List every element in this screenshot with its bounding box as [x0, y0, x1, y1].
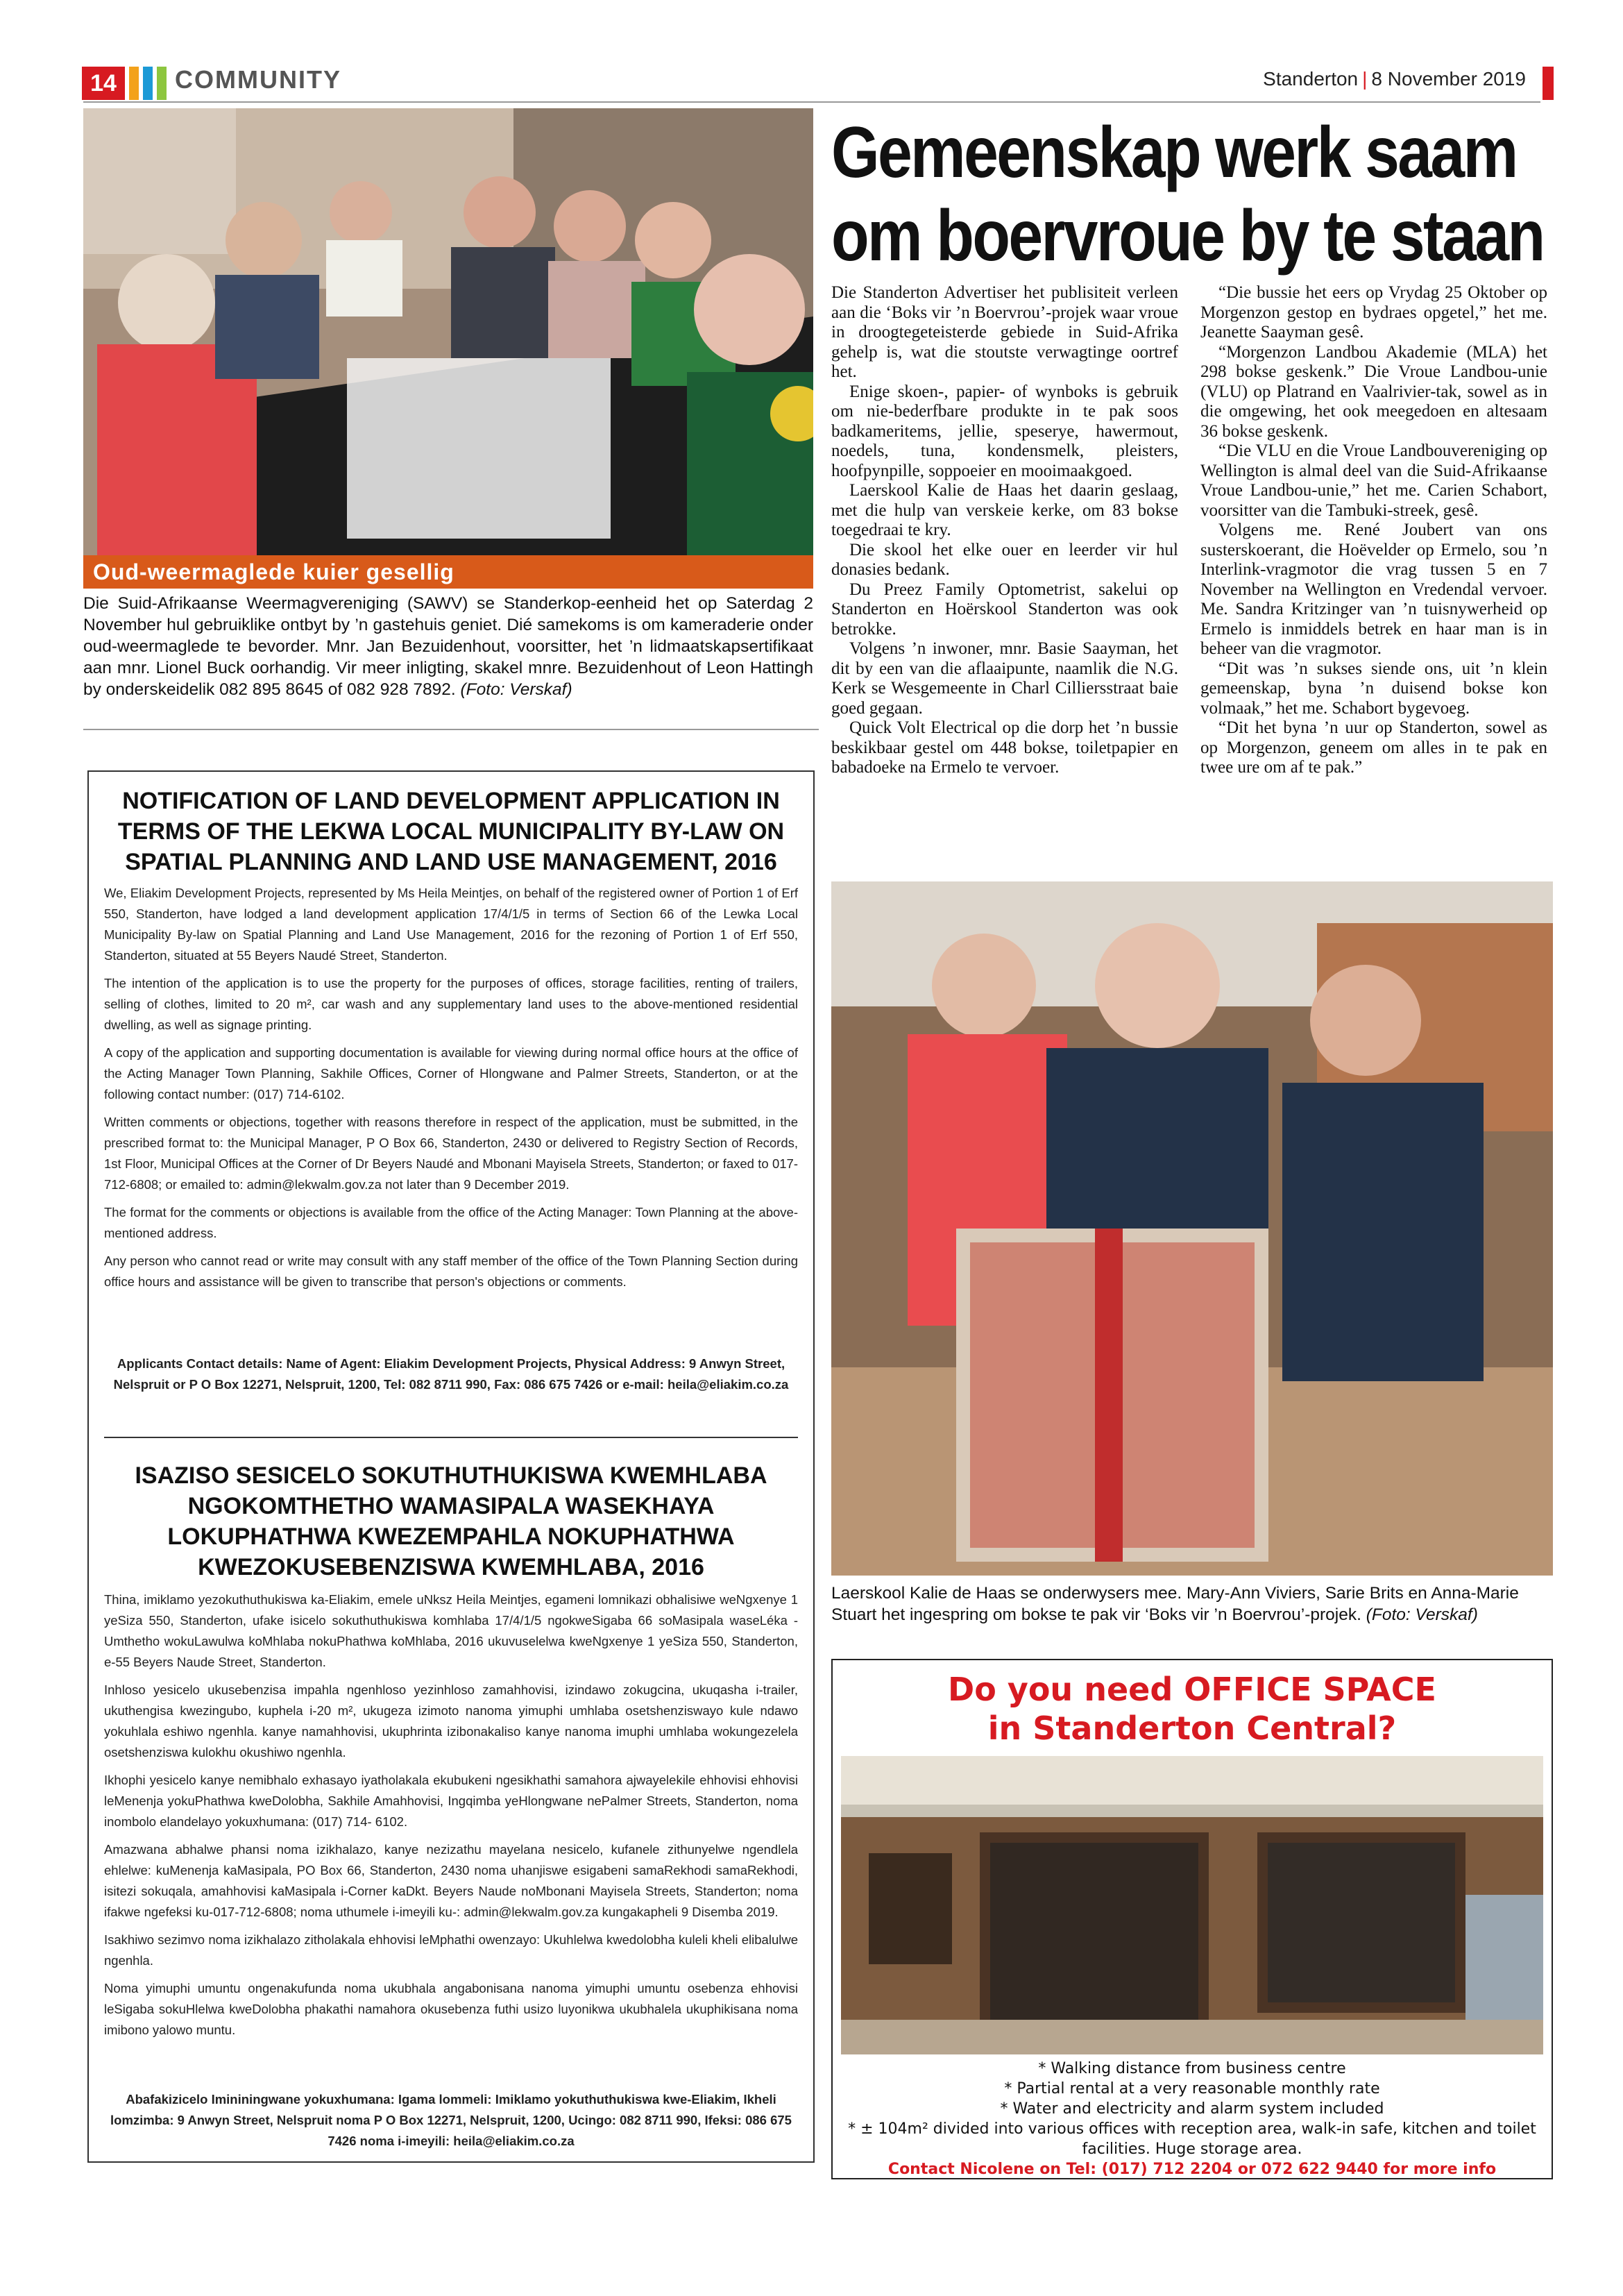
- advert-title: [831, 1670, 1553, 1748]
- headline-line-2: om boervroue by te staan: [831, 196, 1544, 276]
- article-paragraph: Die Standerton Advertiser het publisiteit verleen aan die ‘Boks vir ’n Boervrou’-projek waar vroue in droogtegeteisterde gebiede in Suid-Afrika gehelp is, wat die stoutste verwagtinge oortref het.: [831, 283, 1178, 381]
- advert-details: [831, 2059, 1553, 2179]
- photo2-caption-text: Laerskool Kalie de Haas se onderwysers mee. Mary-Ann Viviers, Sarie Brits en Anna-Marie Stuart het ingespring om bokse te pak vir ‘Boks vir ’n Boervrou’-projek.: [831, 1584, 1519, 1624]
- article-paragraph: “Morgenzon Landbou Akademie (MLA) het 298 bokse geskenk.” Die Vroue Landbou-unie (VLU) op Platrand en Vaalrivier-tak, sowel as in die omgewing, het ook meegedoen en altesaam 36 bokse geskenk.: [1200, 342, 1547, 441]
- color-strip-orange: [129, 67, 139, 100]
- article-paragraph: Die skool het elke ouer en leerder vir hul donasies bedank.: [831, 540, 1178, 579]
- teachers-with-gift-box-icon: [831, 881, 1553, 1576]
- article-paragraph: “Dit het byna ’n uur op Standerton, sowel as op Morgenzon, geneem om alles in te pak en twee ure om af te pak.”: [1200, 718, 1547, 777]
- notice-paragraph: The format for the comments or objections is available from the office of the Acting Manager: Town Planning at the above-mentioned address.: [104, 1205, 798, 1240]
- advert-title-line-2: in Standerton Central?: [987, 1710, 1397, 1747]
- section-divider: [83, 729, 819, 730]
- article-paragraph: Enige skoen-, papier- of wynboks is gebruik om nie-bederfbare produkte in te pak soos badkameritems, jellie, speserye, hawermout, noedels, tuna, kondensmelk, pleisters, hoofpynpille, soppoeier en mooimaakgoed.: [831, 382, 1178, 480]
- notice-en-body: [104, 883, 798, 1299]
- notice-paragraph: A copy of the application and supporting documentation is available for viewing during normal office hours at the office of the Acting Manager Town Planning, Sakhile Offices, Corner of Hlongwane and Palmer Streets, Standerton, or at the following contact number: (017) 714-6102.: [104, 1045, 798, 1101]
- advert-line: * Partial rental at a very reasonable monthly rate: [1004, 2080, 1380, 2097]
- color-strip-green: [157, 67, 167, 100]
- advert-line: * Water and electricity and alarm system included: [1000, 2100, 1384, 2118]
- office-building-photo-icon: [841, 1756, 1543, 2054]
- article-paragraph: Quick Volt Electrical op die dorp het ’n bussie beskikbaar gestel om 448 bokse, toiletpapier en babadoeke na Ermelo te vervoer.: [831, 718, 1178, 777]
- notice-paragraph: The intention of the application is to use the property for the purposes of offices, storage facilities, renting of trailers, selling of clothes, limited to 20 m², car wash and any supplementary land uses to the above-mentioned residential dwelling, as well as signage printing.: [104, 976, 798, 1032]
- town-name: Standerton: [1263, 68, 1359, 90]
- notice-zu-title: ISAZISO SESICELO SOKUTHUTHUKISWA KWEMHLABA NGOKOMTHETHO WAMASIPALA WASEKHAYA LOKUPHATHWA KWEZEMPAHLA NOKUPHATHWA KWEZOKUSEBENZISWA KWEMHLABA, 2016: [135, 1462, 767, 1580]
- photo1-caption-title: Oud-weermaglede kuier gesellig: [83, 555, 813, 589]
- notice-en-title: NOTIFICATION OF LAND DEVELOPMENT APPLICATION IN TERMS OF THE LEKWA LOCAL MUNICIPALITY BY-LAW ON SPATIAL PLANNING AND LAND USE MANAGEMENT, 2016: [117, 788, 785, 875]
- photo1-caption-text: Die Suid-Afrikaanse Weermagvereniging (SAWV) se Standerkop-eenheid het op Saterdag 2 November hul gebruiklike ontbyt by ’n gastehuis geniet. Dié samekoms is om kameraderie onder oud-weermaglede te bevorder. Mnr. Jan Bezuidenhout, voorsitter, het ’n lidmaatskapsertifikaat aan mnr. Lionel Buck oorhandig. Vir meer inligting, skakel mnre. Bezuidenhout of Leon Hattingh by onderskeidelik 082 895 8645 of 082 928 7892.: [83, 594, 813, 699]
- article-paragraph: Volgens me. René Joubert van ons susterskoerant, die Hoëvelder op Ermelo, sou ’n Interlink-vragmotor die vrag tussen 5 en 7 November na Wellington en Vredendal vervoer. Me. Sandra Kritzinger van ’n tuisnywerheid op Ermelo is inmiddels betrek en haar man is in beheer van die vragmotor.: [1200, 521, 1547, 658]
- notice-zu-body: [104, 1589, 798, 2048]
- notice-paragraph: Noma yimuphi umuntu ongenakufunda noma ukubhala angabonisana nanoma yimuphi umuntu osebenza ehhovisi leSigaba sokuHlelwa kweDolobha phakathi namahora okusebenza futhi usizo luyonikwa ukubhalela ukuphikisana noma imibono yalowo muntu.: [104, 1981, 798, 2037]
- group-photo-icon: [83, 108, 813, 555]
- article-headline: [831, 111, 1544, 278]
- header-rule: [83, 101, 1540, 103]
- dateline: [1263, 68, 1526, 90]
- photo2-caption: [831, 1582, 1553, 1626]
- notice-zu-contact: Abafakizicelo Imininingwane yokuxhumana: Igama lommeli: Imiklamo yokuthuthukiswa kwe-Eliakim, Ikheli lomzimba: 9 Anwyn Street, Nelspruit noma P O Box 12271, Nelspruit, 1200, Ucingo: 082 8711 990, Ifeksi: 086 675 7426 noma i-imeyili: heila@eliakim.co.za: [110, 2092, 792, 2148]
- article-paragraph: Laerskool Kalie de Haas het daarin geslaag, met die hulp van verskeie kerke, om 83 bokse toegedraai te kry.: [831, 481, 1178, 539]
- article-column-2: [1200, 283, 1547, 778]
- page-number: 14: [82, 67, 125, 100]
- photo1-caption-credit: (Foto: Verskaf): [460, 680, 572, 699]
- header-red-tab: [1543, 67, 1554, 100]
- section-label: COMMUNITY: [175, 65, 341, 94]
- notice-paragraph: Amazwana abhalwe phansi noma izikhalazo, kanye nezizathu mayelana nesicelo, kufanele zithunyelwe ngendlela ehlelwe: kuMenenja kaMasipala, PO Box 66, Standerton, 2430 noma uhanjiswe esigabeni samaRekhodi samaRekhodi, isitezi sokuqala, amahhovisi kaMasipala i-Corner kaDkt. Beyers Naude noMbonani Mayisela Streets, Standerton; noma ifakwe ngefeksi ku-017-712-6808; noma uthumele i-imeyili ku-: admin@lekwalm.gov.za kungakapheli 9 Disemba 2019.: [104, 1842, 798, 1919]
- photo2-caption-credit: (Foto: Verskaf): [1366, 1605, 1478, 1624]
- article-paragraph: “Die VLU en die Vroue Landbouvereniging op Wellington is almal deel van die Suid-Afrikaanse Vroue Landbou-unie,” het me. Carien Schabort, voorsitter van die Tambuki-streek, gesê.: [1200, 441, 1547, 520]
- notice-en-contact: Applicants Contact details: Name of Agent: Eliakim Development Projects, Physical Address: 9 Anwyn Street, Nelspruit or P O Box 12271, Nelspruit, 1200, Tel: 082 8711 990, Fax: 086 675 7426 or e-mail: heila@eliakim.co.za: [113, 1356, 789, 1392]
- article-paragraph: Du Preez Family Optometrist, sakelui op Standerton en Hoërskool Standerton was ook betrokke.: [831, 580, 1178, 639]
- article-paragraph: “Dit was ’n sukses siende ons, uit ’n klein gemeenskap, byna ’n duisend bokse kon volmaak,” het me. Schabort bygevoeg.: [1200, 659, 1547, 718]
- advert-title-line-1: Do you need OFFICE SPACE: [948, 1671, 1436, 1708]
- notice-paragraph: Isakhiwo sezimvo noma izikhalazo zitholakala ehhovisi leMphathi owenzayo: Ukuhlelwa kwedolobha kuleli kheli elibalulwe ngenhla.: [104, 1932, 798, 1968]
- photo1-caption: [83, 593, 813, 700]
- notice-paragraph: Written comments or objections, together with reasons therefore in respect of the application, must be submitted, in the prescribed format to: the Municipal Manager, P O Box 66, Standerton, 2430 or delivered to Registry Section of Records, 1st Floor, Municipal Offices at the Corner of Dr Beyers Naudé and Mbonani Mayisela Streets, Standerton; or faxed to 017-712-6808; or emailed to: admin@lekwalm.gov.za not later than 9 December 2019.: [104, 1115, 798, 1192]
- article-paragraph: “Die bussie het eers op Vrydag 25 Oktober op Morgenzon gestop en bydraes opgetel,” het me. Jeanette Saayman gesê.: [1200, 283, 1547, 341]
- notice-paragraph: Ikhophi yesicelo kanye nemibhalo exhasayo iyatholakala ekubukeni ngesikhathi samahora ajwayelekile ehhovisi ehhovisi leMenenja yokuPhathwa kweDolobha, Sakhile Amahhovisi, Ingqimba yeHlongwane nePalmer Streets, Standerton, noma inombolo elandelayo yokuxhumana: (017) 714- 6102.: [104, 1773, 798, 1829]
- advert-line: * ± 104m² divided into various offices with reception area, walk-in safe, kitchen and toilet facilities. Huge storage area.: [848, 2120, 1536, 2158]
- article-paragraph: Volgens ’n inwoner, mnr. Basie Saayman, het dit by een van die aflaaipunte, naamlik die N.G. Kerk se Wesgemeente in Charl Cilliersstraat baie goed gegaan.: [831, 639, 1178, 718]
- advert-contact: Contact Nicolene on Tel: (017) 712 2204 or 072 622 9440 for more info: [887, 2161, 1497, 2178]
- notice-divider: [104, 1437, 798, 1438]
- notice-paragraph: Inhloso yesicelo ukusebenzisa impahla ngenhloso yezinhloso zamahhovisi, izindawo zokugcina, ukuqasha i-trailer, ukuthengisa kwezingubo, kuphela i-20 m², ukugeza izimoto nanoma yimuphi umhlaba osetshenziswayo kule ndawo yokuhlala eshiwo ngenhla. kanye namahhovisi, ukuphrinta izibonakaliso kanye nanoma imuphi umhlaba wokungezelela osetshenziswa kulokhu okushiwo ngenhla.: [104, 1682, 798, 1759]
- notice-paragraph: Thina, imiklamo yezokuthuthukiswa ka-Eliakim, emele uNksz Heila Meintjes, egameni lomnikazi obhalisiwe weNgxenye 1 yeSiza 550, Standerton, ufake isicelo sokuthuthukiswa komhlaba 17/4/1/5 ngokweSigaba 66 soMasipala waseLéka -Umthetho wokuLawulwa koMhlaba nokuPhathwa koMhlaba, 2016 ukuvuselelwa kweNgxenye 1 yeSiza 550, Standerton, e-55 Beyers Naude Street, Standerton.: [104, 1592, 798, 1669]
- issue-date: 8 November 2019: [1371, 68, 1526, 90]
- dateline-separator: |: [1362, 68, 1368, 90]
- headline-line-1: Gemeenskap werk saam: [831, 112, 1517, 193]
- notice-paragraph: Any person who cannot read or write may consult with any staff member of the office of the Town Planning Section during office hours and assistance will be given to transcribe that person's objections or comments.: [104, 1253, 798, 1289]
- notice-paragraph: We, Eliakim Development Projects, represented by Ms Heila Meintjes, on behalf of the registered owner of Portion 1 of Erf 550, Standerton, have lodged a land development application 17/4/1/5 in terms of Section 66 of the Lewka Local Municipality By-law on Spatial Planning and Land Use Management, 2016 for the rezoning of Portion 1 of Erf 550, Standerton, situated at 55 Beyers Naudé Street, Standerton.: [104, 886, 798, 963]
- advert-line: * Walking distance from business centre: [1038, 2060, 1346, 2077]
- color-strip-blue: [143, 67, 153, 100]
- article-column-1: [831, 283, 1178, 778]
